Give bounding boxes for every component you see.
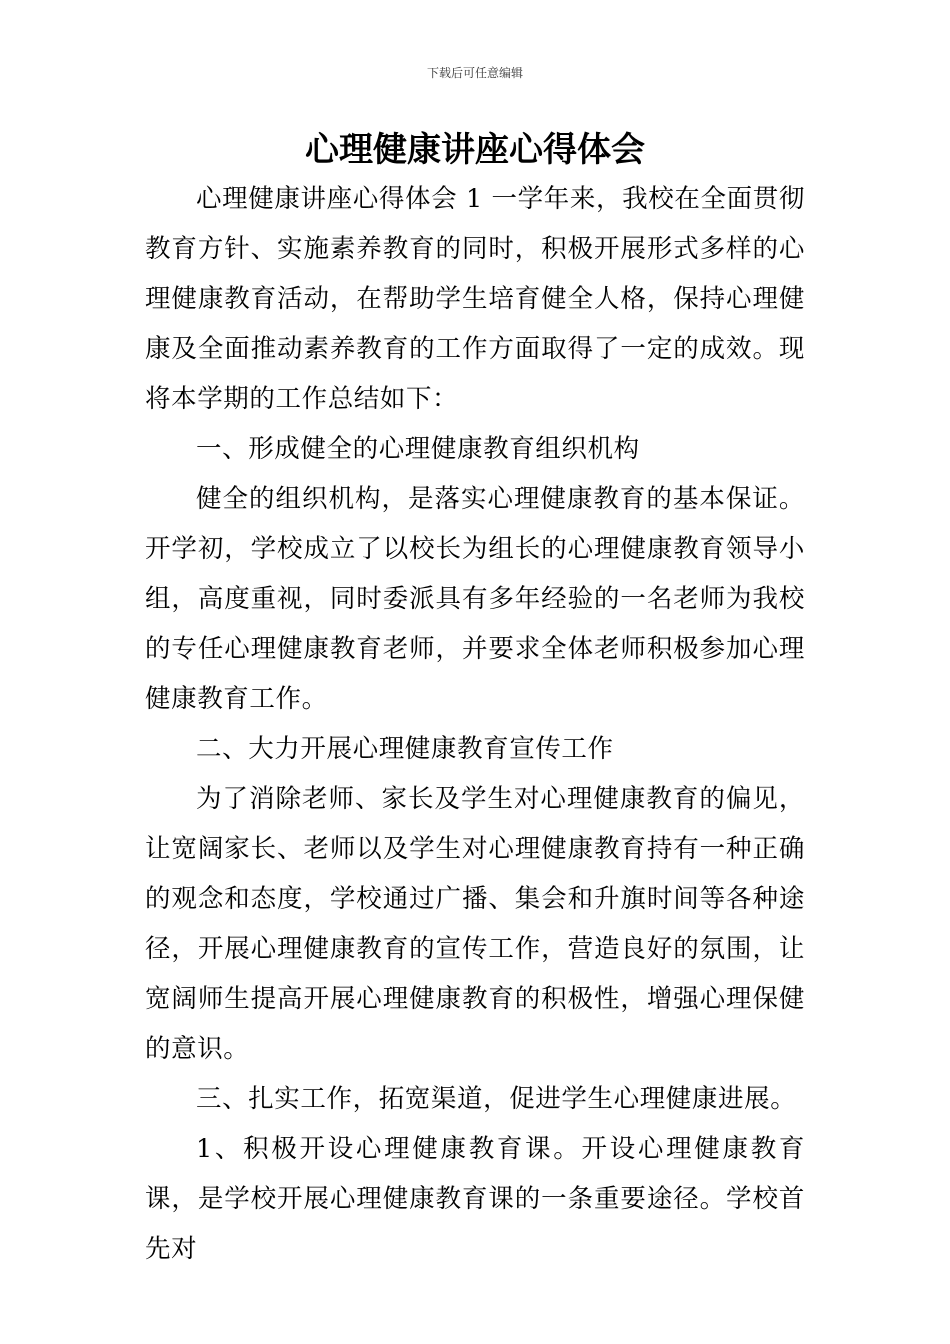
header-note: 下载后可任意编辑 (426, 66, 523, 80)
section-heading-1: 一、形成健全的心理健康教育组织机构 (196, 434, 640, 464)
paragraph-course: 1、积极开设心理健康教育课。开设心理健康教育课，是学校开展心理健康教育课的一条重要途径。学校首先对 (145, 1134, 805, 1264)
document-title: 心理健康讲座心得体会 (305, 130, 645, 170)
paragraph-organization: 健全的组织机构，是落实心理健康教育的基本保证。开学初，学校成立了以校长为组长的心理健康教育领导小组，高度重视，同时委派具有多年经验的一名老师为我校的专任心理健康教育老师，并要求全体老师积极参加心理健康教育工作。 (145, 484, 805, 714)
section-heading-2: 二、大力开展心理健康教育宣传工作 (196, 734, 614, 764)
paragraph-intro: 心理健康讲座心得体会 1 一学年来，我校在全面贯彻教育方针、实施素养教育的同时，积极开展形式多样的心理健康教育活动，在帮助学生培育健全人格，保持心理健康及全面推动素养教育的工作方面取得了一定的成效。现将本学期的工作总结如下： (145, 184, 805, 414)
paragraph-publicity: 为了消除老师、家长及学生对心理健康教育的偏见，让宽阔家长、老师以及学生对心理健康教育持有一种正确的观念和态度，学校通过广播、集会和升旗时间等各种途径，开展心理健康教育的宣传工作，营造良好的氛围，让宽阔师生提高开展心理健康教育的积极性，增强心理保健的意识。 (145, 784, 805, 1064)
document-body (145, 174, 805, 1274)
section-heading-3: 三、扎实工作，拓宽渠道，促进学生心理健康进展。 (196, 1084, 797, 1114)
